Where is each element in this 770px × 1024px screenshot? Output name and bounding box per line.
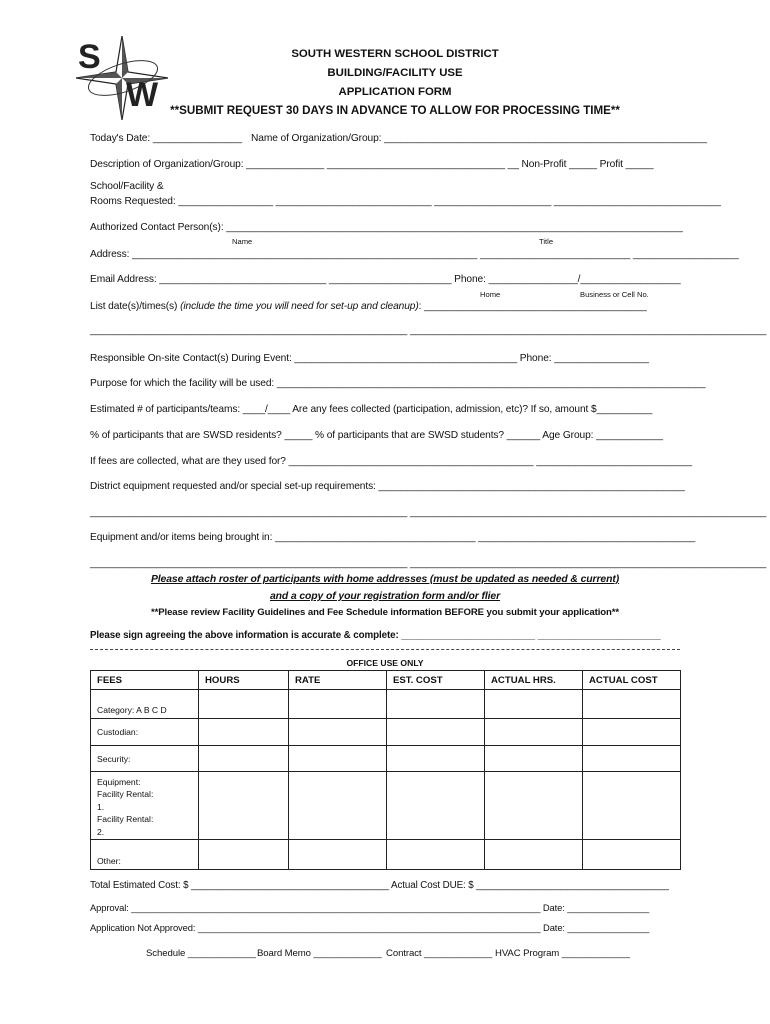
row-label-custodian: Custodian: xyxy=(91,719,199,745)
phone-cell-label: Business or Cell No. xyxy=(580,290,649,299)
dates-label: List date(s)/times(s) xyxy=(90,301,181,312)
cell[interactable] xyxy=(199,745,289,771)
table-row xyxy=(91,772,681,840)
contract-field[interactable]: Contract _____________ xyxy=(386,948,493,959)
table-header-row xyxy=(91,671,681,690)
total-cost-field[interactable]: Total Estimated Cost: $ _____________________________________ Actual Cost DUE: $ ____________________________________ xyxy=(90,880,669,891)
table-row xyxy=(91,690,681,719)
submission-notice: **SUBMIT REQUEST 30 DAYS IN ADVANCE TO ALLOW FOR PROCESSING TIME** xyxy=(170,104,620,117)
cell[interactable] xyxy=(583,772,681,840)
col-rate: RATE xyxy=(289,671,387,690)
col-actual-hrs: ACTUAL HRS. xyxy=(485,671,583,690)
col-hours: HOURS xyxy=(199,671,289,690)
table-row xyxy=(91,840,681,870)
cell[interactable] xyxy=(485,840,583,870)
contact-person-field[interactable]: Authorized Contact Person(s): __________________________________________________________________________________ xyxy=(90,222,683,233)
cell[interactable] xyxy=(583,840,681,870)
signature-field[interactable]: Please sign agreeing the above information is accurate & complete: _________________________ _______________________ xyxy=(90,630,661,641)
school-facility-label: School/Facility & xyxy=(90,181,164,192)
not-approved-field[interactable]: Application Not Approved: ___________________________________________________________________ Date: ________________ xyxy=(90,922,650,933)
office-use-heading: OFFICE USE ONLY xyxy=(346,658,424,668)
logo-letter-s: S xyxy=(78,38,101,76)
rooms-requested-field[interactable]: Rooms Requested: _________________ ____________________________ _____________________ ______________________________ xyxy=(90,196,721,207)
schedule-field[interactable]: Schedule _____________ xyxy=(146,948,256,959)
row-label-category: Category: A B C D xyxy=(91,690,199,719)
row-label-security: Security: xyxy=(91,745,199,771)
form-title: BUILDING/FACILITY USE xyxy=(327,67,463,79)
cell[interactable] xyxy=(199,690,289,719)
organization-description-field[interactable]: Description of Organization/Group: ______________ ________________________________ __ Non-Profit _____ Profit _____ xyxy=(90,159,654,170)
organization-name-field[interactable]: Name of Organization/Group: __________________________________________________________ xyxy=(251,133,707,144)
equipment-requested-field[interactable]: District equipment requested and/or special set-up requirements: _______________________________________________________ xyxy=(90,481,685,492)
cell[interactable] xyxy=(583,745,681,771)
district-name: SOUTH WESTERN SCHOOL DISTRICT xyxy=(291,48,499,60)
cell[interactable] xyxy=(289,745,387,771)
dates-hint: (include the time you will need for set-up and cleanup) xyxy=(180,301,419,312)
contact-name-label: Name xyxy=(232,237,253,246)
col-fees: FEES xyxy=(91,671,199,690)
fees-usage-field[interactable]: If fees are collected, what are they used for? ____________________________________________ ____________________________ xyxy=(90,456,693,467)
equipment-requested-continued[interactable]: _________________________________________________________ ________________________________________________________________ xyxy=(90,507,767,518)
contact-title-label: Title xyxy=(539,237,554,246)
facility-rental-label-1: Facility Rental: xyxy=(97,789,154,800)
roster-instruction: Please attach roster of participants with home addresses (must be updated as needed & current) xyxy=(150,574,620,585)
rental-number-2: 2. xyxy=(97,826,105,837)
equipment-brought-field[interactable]: Equipment and/or items being brought in: ____________________________________ _______________________________________ xyxy=(90,532,696,543)
equipment-brought-continued[interactable]: _________________________________________________________ ________________________________________________________________ xyxy=(90,558,767,569)
cell[interactable] xyxy=(387,719,485,745)
registration-instruction: and a copy of your registration form and/or flier xyxy=(269,591,501,602)
cell[interactable] xyxy=(387,745,485,771)
residents-students-field[interactable]: % of participants that are SWSD residents? _____ % of participants that are SWSD students? ______ Age Group: ____________ xyxy=(90,430,663,441)
cell[interactable] xyxy=(387,690,485,719)
phone-home-label: Home xyxy=(480,290,501,299)
row-label-equipment-rental xyxy=(91,772,199,840)
facility-rental-label-2: Facility Rental: xyxy=(97,814,154,825)
office-divider xyxy=(90,649,680,650)
col-est-cost: EST. COST xyxy=(387,671,485,690)
todays-date-field[interactable]: Today's Date: ________________ xyxy=(90,133,242,144)
cell[interactable] xyxy=(387,840,485,870)
cell[interactable] xyxy=(199,719,289,745)
cell[interactable] xyxy=(485,745,583,771)
cell[interactable] xyxy=(289,772,387,840)
dates-blank: : ________________________________________ xyxy=(418,301,647,312)
email-phone-field[interactable]: Email Address: ______________________________ ______________________ Phone: ________________/__________________ xyxy=(90,274,681,285)
cell[interactable] xyxy=(199,772,289,840)
address-field[interactable]: Address: ______________________________________________________________ ___________________________ ___________________ xyxy=(90,249,739,260)
cell[interactable] xyxy=(583,719,681,745)
cell[interactable] xyxy=(289,840,387,870)
cell[interactable] xyxy=(485,719,583,745)
review-guidelines-notice: **Please review Facility Guidelines and Fee Schedule information BEFORE you submit your application** xyxy=(150,607,620,618)
cell[interactable] xyxy=(583,690,681,719)
form-subtitle: APPLICATION FORM xyxy=(338,86,452,98)
dates-times-field[interactable] xyxy=(90,301,647,312)
board-memo-field[interactable]: Board Memo _____________ xyxy=(257,948,382,959)
approval-field[interactable]: Approval: ________________________________________________________________________________ Date: ________________ xyxy=(90,902,650,913)
dates-times-continued[interactable]: _________________________________________________________ ________________________________________________________________ xyxy=(90,325,767,336)
hvac-program-field[interactable]: HVAC Program _____________ xyxy=(495,948,630,959)
cell[interactable] xyxy=(485,690,583,719)
table-row xyxy=(91,719,681,745)
equipment-label: Equipment: xyxy=(97,776,141,787)
cell[interactable] xyxy=(289,719,387,745)
table-row xyxy=(91,745,681,771)
row-label-other: Other: xyxy=(91,840,199,870)
participants-fees-field[interactable]: Estimated # of participants/teams: ____/____ Are any fees collected (participation, admission, etc)? If so, amount $__________ xyxy=(90,404,653,415)
cell[interactable] xyxy=(387,772,485,840)
cell[interactable] xyxy=(485,772,583,840)
logo-letter-w: W xyxy=(126,76,159,114)
rental-number-1: 1. xyxy=(97,801,105,812)
onsite-contact-field[interactable]: Responsible On-site Contact(s) During Event: ________________________________________ Phone: _________________ xyxy=(90,353,649,364)
col-actual-cost: ACTUAL COST xyxy=(583,671,681,690)
cell[interactable] xyxy=(199,840,289,870)
cell[interactable] xyxy=(289,690,387,719)
office-use-table xyxy=(90,670,681,870)
purpose-field[interactable]: Purpose for which the facility will be used: _____________________________________________________________________________ xyxy=(90,378,706,389)
